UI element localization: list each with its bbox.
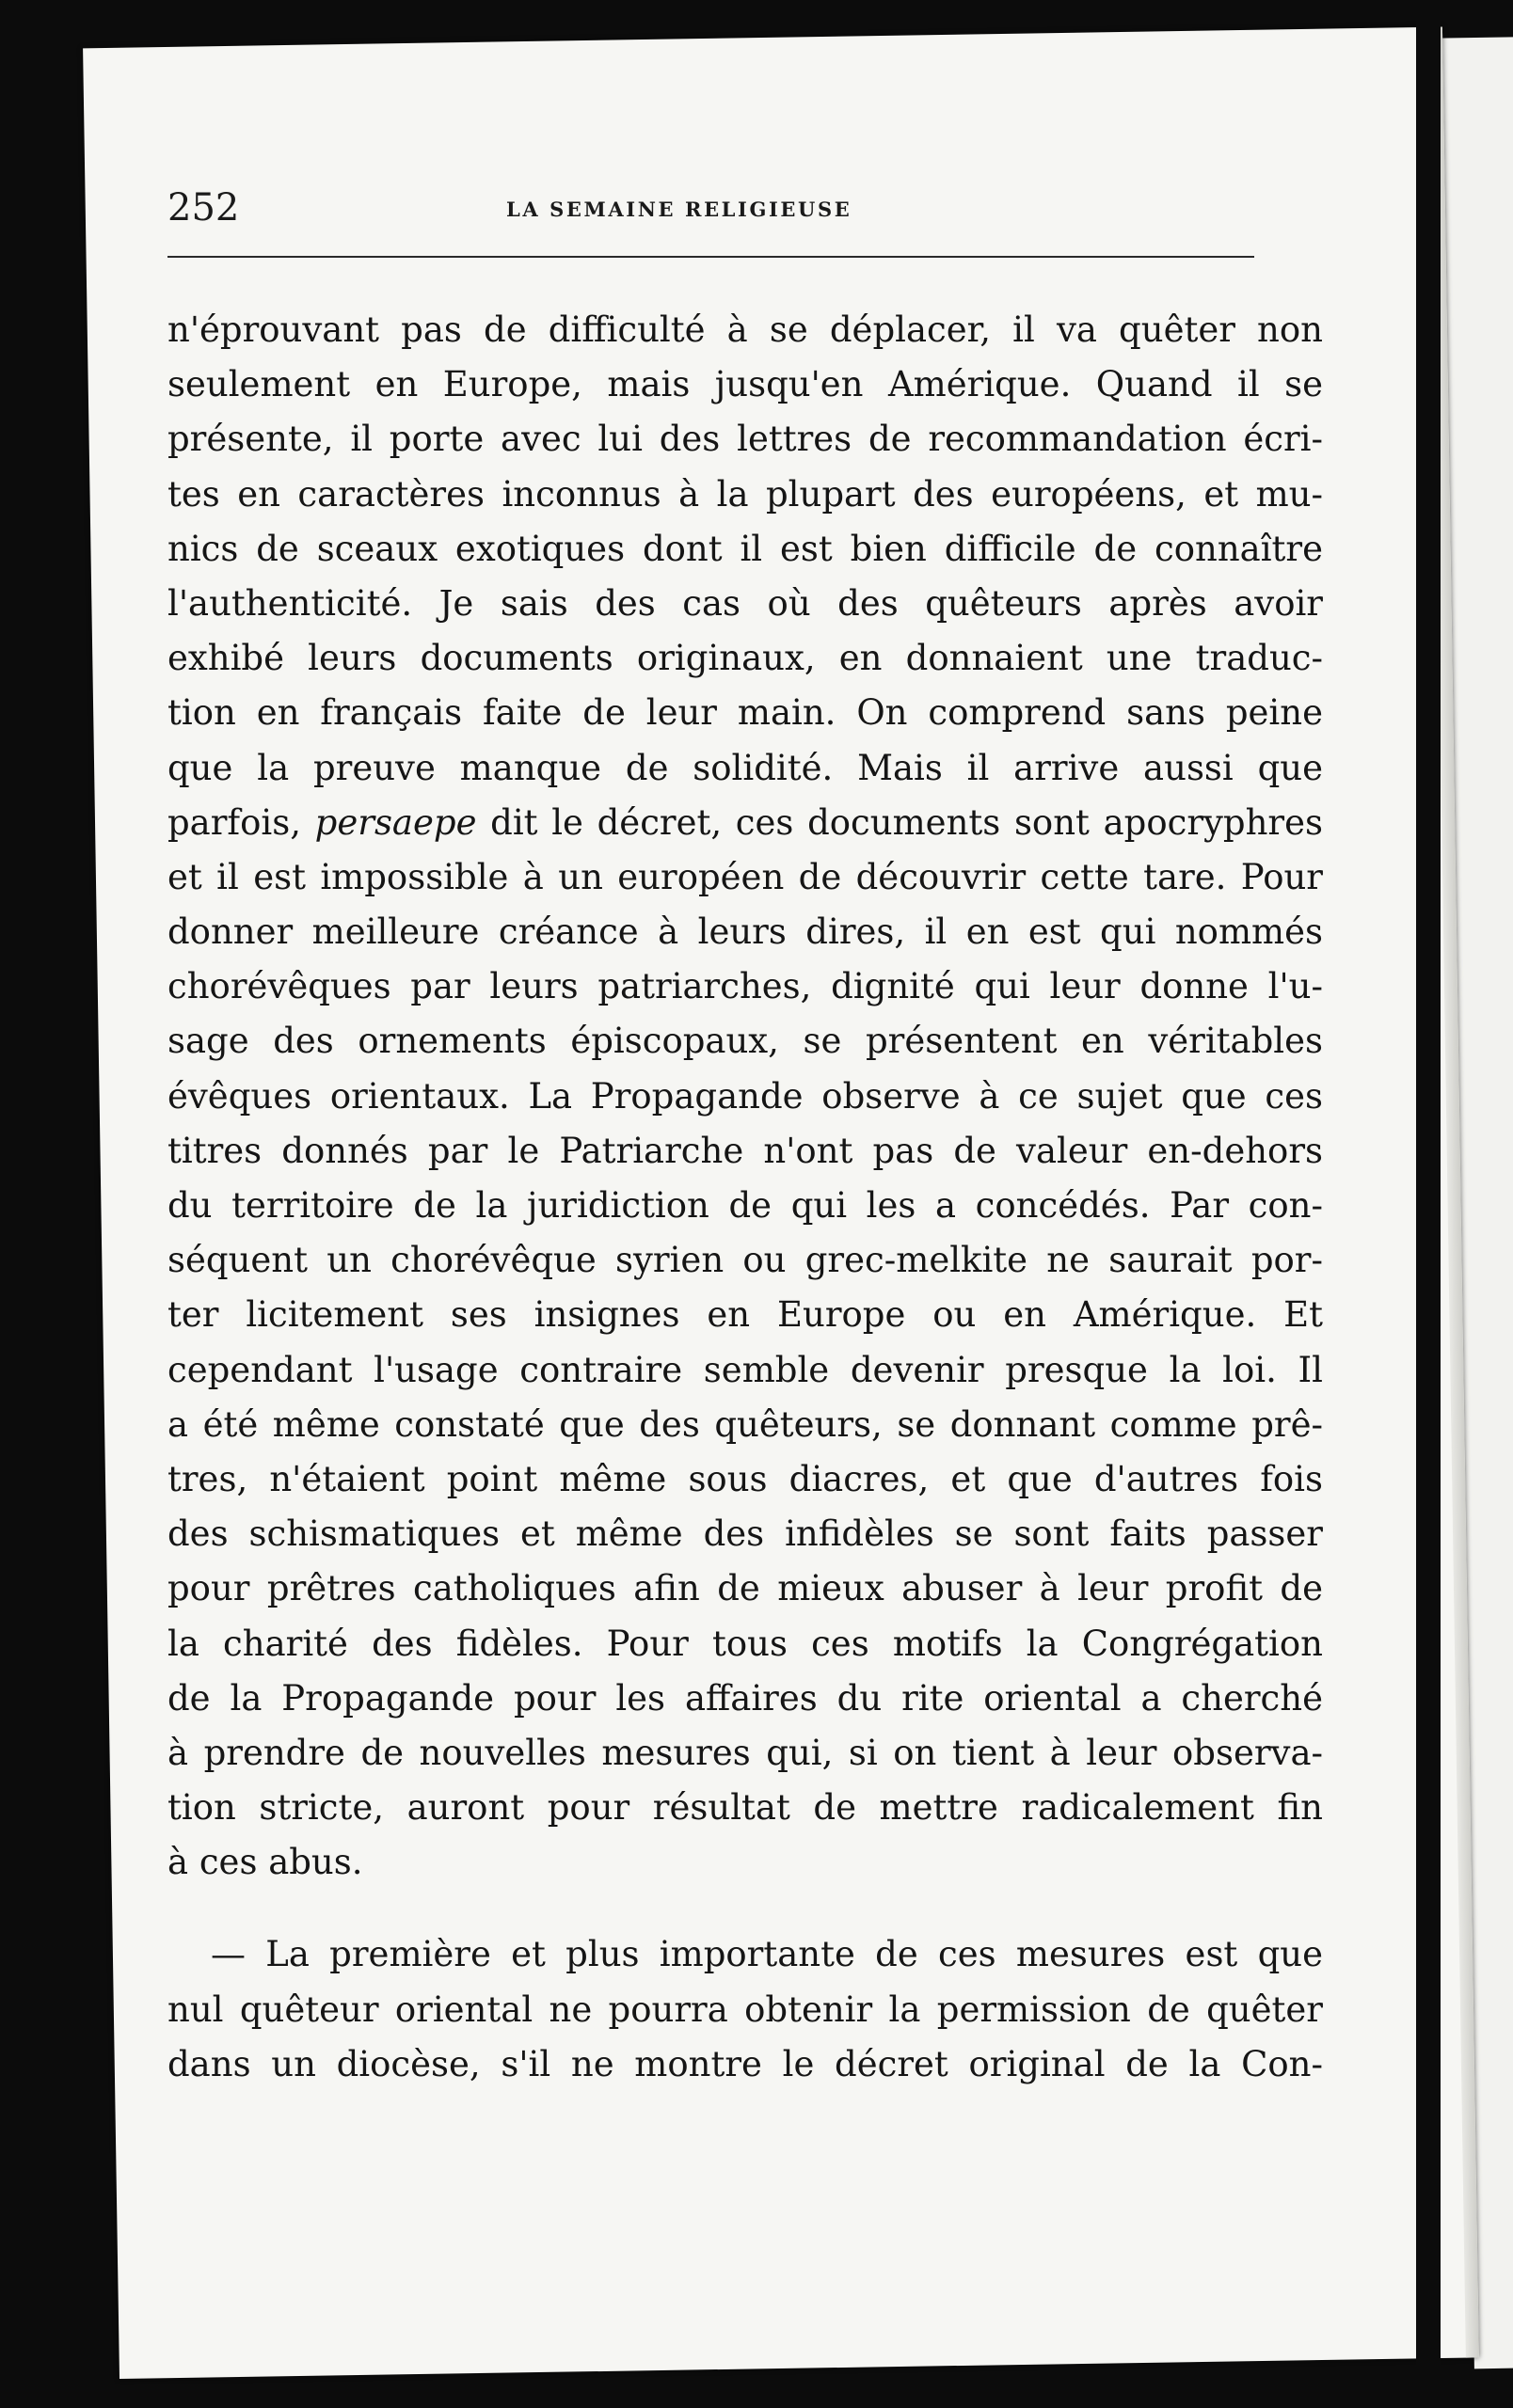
text-line-para2: — La première et plus importante de ces mesures est que	[211, 1934, 1323, 1975]
text-segment: parfois,	[167, 801, 315, 843]
text-line: nul quêteur oriental ne pourra obtenir la permission de quêter	[167, 1988, 1323, 2030]
text-line: dans un diocèse, s'il ne montre le décret original de la Con-	[167, 2043, 1323, 2084]
text-line: à prendre de nouvelles mesures qui, si on tient à leur observa-	[167, 1732, 1323, 1773]
text-line: cependant l'usage contraire semble devenir presque la loi. Il	[167, 1349, 1323, 1390]
text-line: séquent un chorévêque syrien ou grec-melkite ne saurait por-	[167, 1240, 1323, 1281]
page-gutter	[1416, 0, 1441, 2408]
body-text	[167, 303, 1323, 2092]
text-line: n'éprouvant pas de difficulté à se déplacer, il va quêter non	[167, 309, 1323, 350]
running-head: LA SEMAINE RELIGIEUSE	[506, 198, 852, 221]
text-line: nics de sceaux exotiques dont il est bien difficile de connaître	[167, 528, 1323, 569]
text-line: ter licitement ses insignes en Europe ou en Amérique. Et	[167, 1294, 1323, 1336]
text-line: de la Propagande pour les affaires du rite oriental a cherché	[167, 1677, 1323, 1719]
page-number: 252	[167, 186, 240, 230]
text-line-with-italic	[167, 796, 1323, 850]
text-line: que la preuve manque de solidité. Mais il arrive aussi que	[167, 747, 1323, 788]
text-line: tion en français faite de leur main. On comprend sans peine	[167, 692, 1323, 734]
text-line: présente, il porte avec lui des lettres de recommandation écri-	[167, 419, 1323, 460]
text-line-last: à ces abus.	[167, 1842, 363, 1883]
latin-term: persaepe	[314, 801, 477, 843]
text-line: a été même constaté que des quêteurs, se donnant comme prê-	[167, 1403, 1323, 1445]
text-line: chorévêques par leurs patriarches, dignité qui leur donne l'u-	[167, 966, 1323, 1007]
text-line: sage des ornements épiscopaux, se présentent en véritables	[167, 1021, 1323, 1062]
paragraph-gap	[167, 1890, 1323, 1927]
text-line: la charité des fidèles. Pour tous ces motifs la Congrégation	[167, 1623, 1323, 1664]
text-line: tion stricte, auront pour résultat de mettre radicalement fin	[167, 1787, 1323, 1829]
text-line: seulement en Europe, mais jusqu'en Amérique. Quand il se	[167, 364, 1323, 405]
text-line: tres, n'étaient point même sous diacres, et que d'autres fois	[167, 1458, 1323, 1499]
header-rule	[167, 256, 1254, 258]
text-line: donner meilleure créance à leurs dires, il en est qui nommés	[167, 911, 1323, 953]
text-line: et il est impossible à un européen de découvrir cette tare. Pour	[167, 856, 1323, 897]
text-line: évêques orientaux. La Propagande observe à ce sujet que ces	[167, 1075, 1323, 1117]
text-segment: dit le décret, ces documents sont apocryphres	[476, 801, 1323, 843]
page-header	[167, 186, 1254, 243]
text-line: tes en caractères inconnus à la plupart des européens, et mu-	[167, 473, 1323, 515]
text-line: du territoire de la juridiction de qui les a concédés. Par con-	[167, 1185, 1323, 1226]
text-line: exhibé leurs documents originaux, en donnaient une traduc-	[167, 638, 1323, 679]
text-line: pour prêtres catholiques afin de mieux abuser à leur profit de	[167, 1568, 1323, 1609]
text-line: des schismatiques et même des infidèles se sont faits passer	[167, 1513, 1323, 1555]
text-line: l'authenticité. Je sais des cas où des quêteurs après avoir	[167, 582, 1323, 624]
text-line: titres donnés par le Patriarche n'ont pas de valeur en-dehors	[167, 1130, 1323, 1171]
